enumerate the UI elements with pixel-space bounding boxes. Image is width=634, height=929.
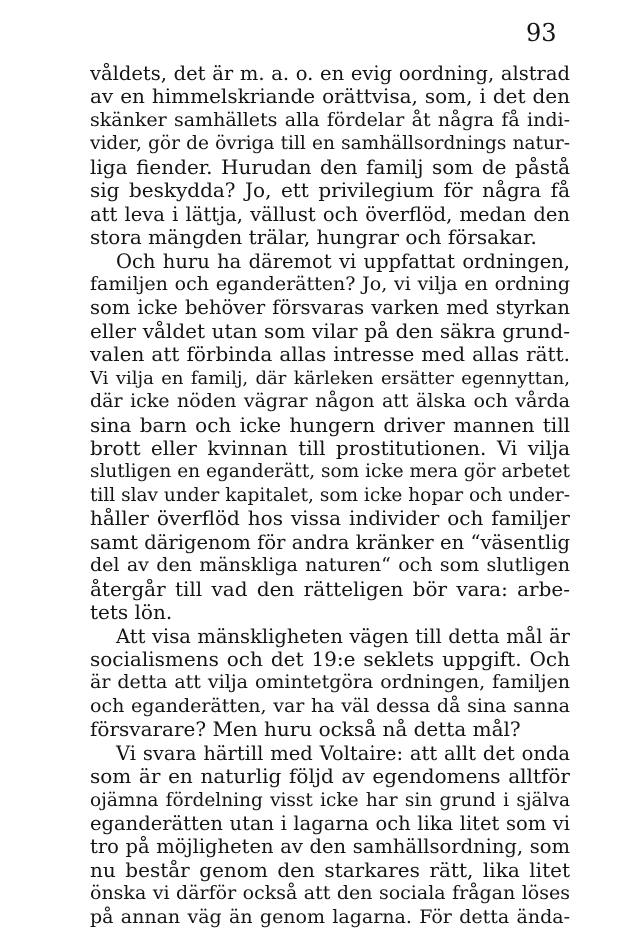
text-line: som icke behöver försvaras varken med styrkan — [90, 296, 570, 320]
text-line: som är en naturlig följd av egendomens alltför — [90, 765, 570, 789]
text-line: slutligen en eganderätt, som icke mera gör arbetet — [90, 461, 570, 483]
text-line: eller våldet utan som vilar på den säkra grund- — [90, 319, 570, 343]
text-line: av en himmelskriande orättvisa, som, i det den — [90, 85, 570, 109]
text-line: håller överflöd hos vissa individer och familjer — [90, 507, 570, 531]
text-line: nu består genom den starkares rätt, lika litet — [90, 858, 570, 882]
text-line: våldets, det är m. a. o. en evig oordning, alstrad — [90, 62, 570, 85]
text-line: är detta att vilja omintetgöra ordningen, familjen — [90, 671, 570, 694]
text-line: valen att förbinda allas intresse med allas rätt. — [90, 343, 570, 367]
text-line: och eganderätten, var ha väl dessa då sina sanna — [90, 694, 570, 717]
text-line: socialismens och det 19:e seklets uppgift. Och — [90, 647, 570, 671]
text-line: tets lön. — [90, 601, 173, 625]
text-line: att leva i lättja, vällust och överflöd, medan den — [90, 202, 570, 226]
text-line: där icke nöden vägrar någon att älska och vårda — [90, 390, 570, 413]
text-line: brott eller kvinnan till prostitutionen. Vi vilja — [90, 437, 570, 460]
text-line: del av den mänskliga naturen“ och som slutligen — [90, 554, 570, 577]
text-line: liga fiender. Hurudan den familj som de påstå — [90, 155, 570, 179]
text-line: till slav under kapitalet, som icke hopar och under- — [90, 484, 570, 506]
body-text — [90, 62, 570, 929]
text-line: vider, gör de övriga till en samhällsordnings natur- — [90, 133, 570, 155]
text-line: Vi svara härtill med Voltaire: att allt det onda — [116, 741, 570, 765]
text-line: återgår till vad den rätteligen bör vara: arbe- — [90, 577, 570, 601]
text-line: önska vi därför också att den sociala frågan löses — [90, 882, 570, 905]
text-line: sina barn och icke hungern driver mannen till — [90, 413, 570, 437]
text-line: skänker samhällets alla fördelar åt några få indi- — [90, 108, 570, 131]
page-number: 93 — [526, 19, 557, 47]
text-line: eganderätten utan i lagarna och lika litet som vi — [90, 812, 570, 835]
text-line: Vi vilja en familj, där kärleken ersätter egennyttan, — [90, 367, 570, 389]
text-line: ojämna fördelning visst icke har sin grund i själva — [90, 789, 570, 811]
text-line: stora mängden trälar, hungrar och försakar. — [90, 226, 537, 250]
text-line: Och huru ha däremot vi uppfattat ordningen, — [116, 249, 570, 273]
text-line: Att visa mänskligheten vägen till detta mål är — [116, 624, 570, 648]
text-line: på annan väg än genom lagarna. För detta ända- — [90, 905, 570, 928]
text-line: sig beskydda? Jo, ett privilegium för några få — [90, 179, 570, 203]
text-line: försvarare? Men huru också nå detta mål? — [90, 718, 521, 742]
text-line: familjen och eganderätten? Jo, vi vilja en ordning — [90, 272, 570, 295]
text-line: samt därigenom för andra kränker en “väsentlig — [90, 530, 570, 554]
text-line: tro på möjligheten av den samhällsordning, som — [90, 835, 570, 859]
